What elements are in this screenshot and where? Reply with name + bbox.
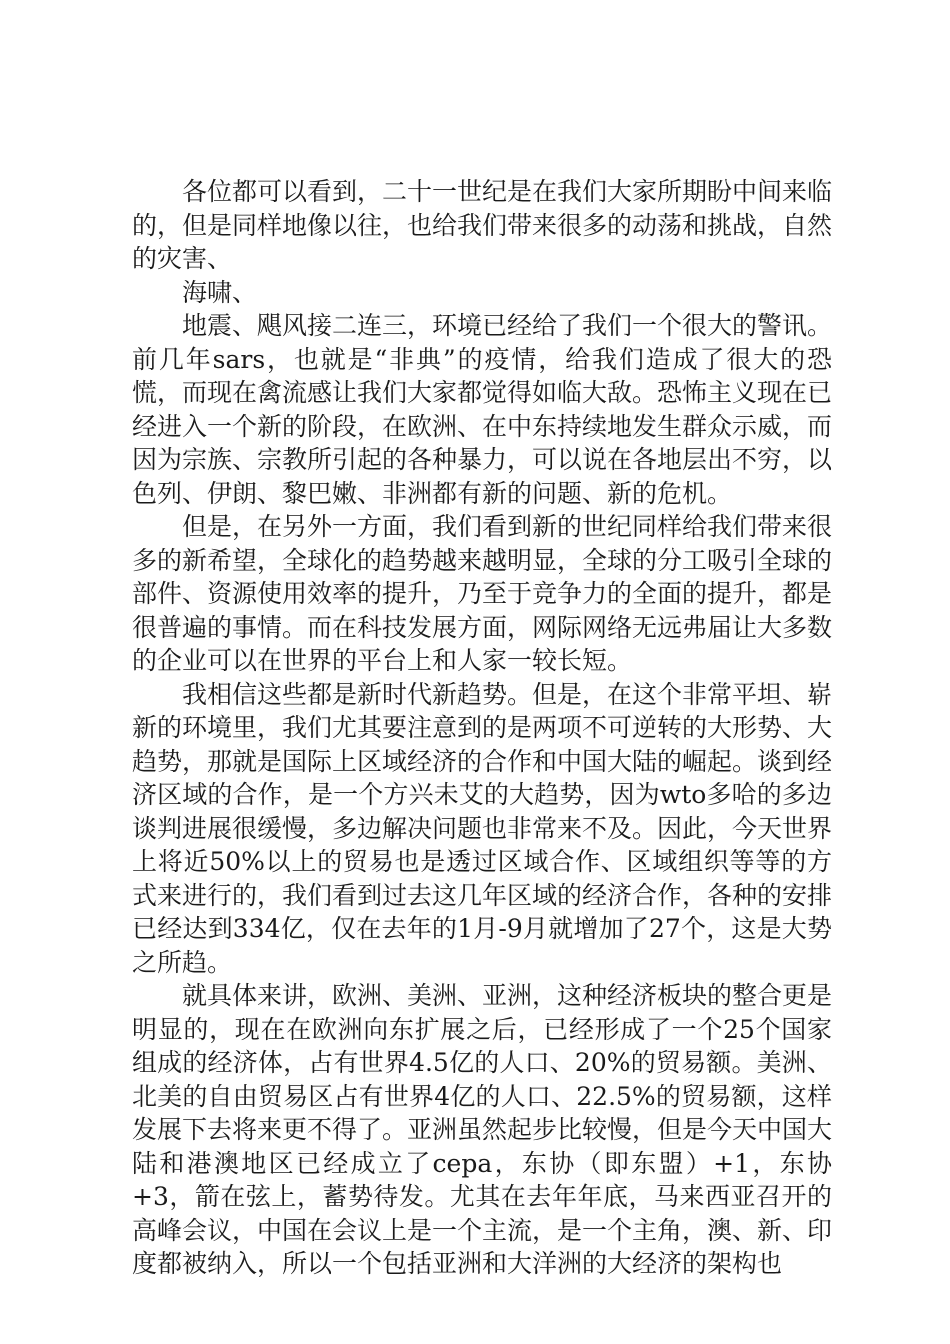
paragraph-5: 我相信这些都是新时代新趋势。但是，在这个非常平坦、崭新的环境里，我们尤其要注意到的是两项不可逆转的大形势、大趋势，那就是国际上区域经济的合作和中国大陆的崛起。谈到经济区域的合作，是一个方兴未艾的大趋势，因为wto多哈的多边谈判进展很缓慢，多边解决问题也非常来不及。因此，今天世界上将近50%以上的贸易也是透过区域合作、区域组织等等的方式来进行的，我们看到过去这几年区域的经济合作，各种的安排已经达到334亿，仅在去年的1月-9月就增加了27个，这是大势之所趋。 [132,679,833,977]
paragraph-4: 但是，在另外一方面，我们看到新的世纪同样给我们带来很多的新希望，全球化的趋势越来越明显，全球的分工吸引全球的部件、资源使用效率的提升，乃至于竞争力的全面的提升，都是很普遍的事情。而在科技发展方面，网际网络无远弗届让大多数的企业可以在世界的平台上和人家一较长短。 [132,512,833,675]
paragraph-3: 地震、飓风接二连三，环境已经给了我们一个很大的警讯。前几年sars，也就是“非典”的疫情，给我们造成了很大的恐慌，而现在禽流感让我们大家都觉得如临大敌。恐怖主义现在已经进入一个新的阶段，在欧洲、在中东持续地发生群众示威，而因为宗族、宗教所引起的各种暴力，可以说在各地层出不穷，以色列、伊朗、黎巴嫩、非洲都有新的问题、新的危机。 [132,311,833,508]
paragraph-1: 各位都可以看到，二十一世纪是在我们大家所期盼中间来临的，但是同样地像以往，也给我们带来很多的动荡和挑战，自然的灾害、 [132,177,833,273]
paragraph-2: 海啸、 [182,277,258,307]
document-body [132,175,832,1281]
paragraph-6: 就具体来讲，欧洲、美洲、亚洲，这种经济板块的整合更是明显的，现在在欧洲向东扩展之后，已经形成了一个25个国家组成的经济体，占有世界4.5亿的人口、20%的贸易额。美洲、北美的自由贸易区占有世界4亿的人口、22.5%的贸易额，这样发展下去将来更不得了。亚洲虽然起步比较慢，但是今天中国大陆和港澳地区已经成立了cepa，东协（即东盟）+1，东协+3，箭在弦上，蓄势待发。尤其在去年年底，马来西亚召开的高峰会议，中国在会议上是一个主流，是一个主角，澳、新、印度都被纳入，所以一个包括亚洲和大洋洲的大经济的架构也 [132,981,833,1278]
